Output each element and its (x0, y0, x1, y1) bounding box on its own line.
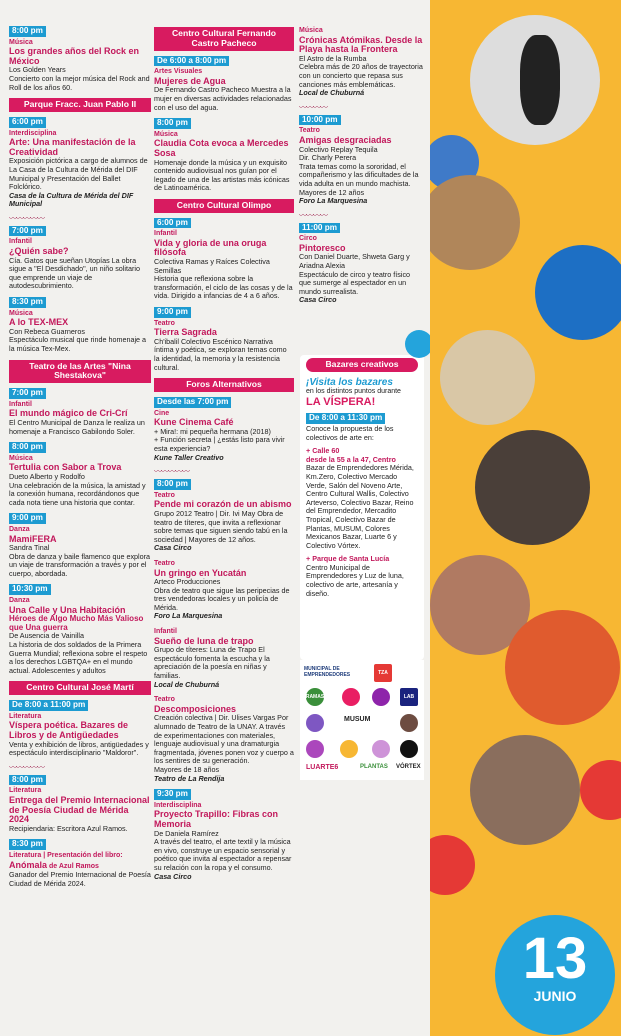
column-2 (154, 0, 294, 887)
event-title: Los grandes años del Rock en México (9, 46, 140, 66)
logo-lab: LAB (400, 688, 418, 706)
event-desc: Creación colectiva | Dir. Ulises Vargas Por alumnado de Teatro de la UNAY. A través de experimentaciones con materiales, lenguaje audiovisual y una dramaturgia fragmentada, jóvenes ponen voz y cuerpo a los sentires de su generación. Mayores de 18 años (154, 713, 294, 774)
wavy-divider: 〰〰〰〰〰 (154, 467, 189, 477)
event-time: 7:00 pm (9, 388, 46, 399)
date-badge (495, 915, 615, 1035)
event (9, 513, 151, 578)
event-title: Tierra Sagrada (154, 327, 217, 338)
event-category: Teatro (154, 559, 175, 567)
event-title: Pintoresco (299, 242, 346, 253)
photo-books (470, 735, 580, 845)
event (154, 56, 294, 113)
event-title: Entrega del Premio Internacional de Poesía Ciudad de Mérida 2024 (9, 794, 150, 825)
logo-colectivo (306, 714, 324, 732)
section-header: Teatro de las Artes "Nina Shestakova" (9, 360, 151, 384)
event-desc: El Astro de la Rumba Celebra más de 20 años de trayectoria con un concierto que repasa sus canciones más emblemáticas. (299, 53, 423, 89)
event-title-suffix: de Azul Ramos (49, 862, 99, 870)
event-title: Tertulia con Sabor a Trova (9, 462, 122, 473)
event (9, 775, 151, 834)
event-category: Cine (154, 409, 170, 417)
date-month: JUNIO (533, 988, 577, 1004)
event-category: Circo (299, 235, 317, 243)
event-title: Arte: Una manifestación de la Creatividad (9, 137, 136, 157)
event-venue: Kune Taller Creativo (154, 452, 224, 462)
event-time: 8:00 pm (9, 442, 46, 453)
event-category: Teatro (154, 696, 175, 704)
event-category: Danza (9, 525, 30, 533)
event-category: Literatura | Presentación del libro: (9, 851, 123, 859)
event-desc: Recipiendaria: Escritora Azul Ramos. (9, 823, 128, 833)
event (9, 226, 151, 291)
date-day: 13 (522, 926, 588, 991)
logo-purple (372, 688, 390, 706)
event-venue: Local de Chuburná (154, 679, 220, 689)
logo-tza: TZA (374, 664, 392, 682)
event-category: Teatro (299, 127, 320, 135)
bazar-place2: + Parque de Santa Lucía (306, 554, 390, 564)
photo-theatre (430, 175, 520, 270)
column-3 (299, 0, 423, 311)
event-time: 9:00 pm (154, 307, 191, 318)
event-title: Descomposiciones (154, 703, 237, 714)
event-title: Kune Cinema Café (154, 417, 234, 428)
event-title: ¿Quién sabe? (9, 246, 69, 257)
event-desc: Grupo de títeres: Luna de Trapo El espectáculo fomenta la escucha y la apreciación de la poesía en niñas y familias. (154, 645, 270, 681)
deco-circle (535, 245, 621, 340)
event-time: 8:30 pm (9, 297, 46, 308)
event-title: Vida y gloria de una oruga filósofa (154, 237, 267, 258)
event-time: 10:00 pm (299, 115, 341, 126)
event-desc: De Ausencia de Vainilla La historia de dos soldados de la Primera Guerra Mundial; reflexiona sobre el respeto a los derechos LGBTQA+ en el mundo actual. Adolescentes y adultos (9, 631, 148, 675)
event (154, 479, 294, 553)
event-time: 8:00 pm (9, 26, 46, 37)
logo-spiral (400, 740, 418, 758)
event-desc: Ganador del Premio Internacional de Poesía Ciudad de Mérida 2024. (9, 870, 151, 888)
bazar-sub: en los distintos puntos durante (306, 387, 401, 395)
event-title: El mundo mágico de Cri-Crí (9, 408, 128, 419)
wavy-divider: 〰〰〰〰〰 (9, 762, 44, 772)
photo-dancer (470, 15, 600, 145)
event-venue: Casa Circo (154, 871, 192, 881)
event-time: Desde las 7:00 pm (154, 397, 231, 408)
event-desc: El Centro Municipal de Danza le realiza un homenaje a Francisco Gabilondo Soler. (9, 417, 145, 436)
event-venue: Casa de la Cultura de Mérida del DIF Municipal (9, 190, 134, 209)
event-desc: Con Rebeca Guarneros Espectáculo musical que rinde homenaje a la música Tex-Mex. (9, 326, 147, 354)
event-category: Literatura (9, 712, 42, 720)
flower-logo (342, 688, 360, 706)
event-desc: Grupo 2012 Teatro | Dir. Ivi May Obra de teatro de títeres, que invita a reflexionar sobre temas que siguen siendo tabú en la sociedad | Mayores de 12 años. (154, 508, 288, 544)
event-desc: Ch'ibalil Colectivo Escénico Narrativa íntima y poética, se exploran temas como la identidad, la memoria y la resistencia cultural. (154, 336, 287, 372)
bazar-place1: + Calle 60 desde la 55 a la 47, Centro (306, 446, 396, 464)
event-category: Infantil (9, 400, 32, 408)
event-desc: De Fernando Castro Pacheco Muestra a la mujer en diversas actividades relacionadas con el uso del agua. (154, 85, 292, 112)
logo-luarte6: LUARTE6 (306, 764, 339, 771)
column-1 (9, 0, 151, 894)
event-desc: Homenaje donde la música y un exquisito contenido audiovisual nos guían por el legado de una de las artistas más icónicas de Latinoamérica. (154, 157, 290, 193)
photo-sidebar (430, 0, 621, 1036)
event-desc: De Daniela Ramírez A través del teatro, el arte textil y la música en vivo, construye un espacio sensorial y poético que invita al espectador a repensar su relación con la ropa y el consumo. (154, 828, 292, 872)
event-desc: Dueto Alberto y Rodolfo Una celebración de la música, la amistad y la conexión humana, recordándonos que cada nota tiene una historia que contar. (9, 471, 146, 507)
logo-pink (306, 740, 324, 758)
deco-circle (430, 835, 475, 895)
event-desc: Colectivo Replay Tequila Dir. Charly Perera Trata temas como la sororidad, el compañerismo y las dificultades de la vida adulta en un mundo machista. Mayores de 12 años (299, 144, 419, 197)
event-time: 8:00 pm (154, 118, 191, 129)
logo-plantas: PLANTAS (360, 764, 388, 770)
event-title: Una Calle y Una Habitación (9, 604, 126, 615)
event-desc: Arteco Producciones Obra de teatro que sigue las peripecias de tres vendedoras locales y un policía de Mérida. (154, 577, 290, 612)
event-desc: Los Golden Years Concierto con la mejor música del Rock and Roll de los años 60. (9, 65, 150, 92)
bazar-place1-desc: Bazar de Emprendedores Mérida, Km.Zero, Colectivo Mercado Verde, Salón del Noveno Arte, Centro Cultural Wallis, Colectivo Arteverso, Colectivo Bazar, Reino del Emprendedor, Mercadito Tropical, Colectivo Bazar de Plantas, MUSUM, Colores Mexicanos Bazar, Luarte 6 y Colectivo Vórtex. (306, 463, 414, 550)
logo-ramas: RAMAS (306, 688, 324, 706)
event (154, 695, 294, 783)
event-title: Un gringo en Yucatán (154, 567, 247, 578)
event-category: Teatro (154, 319, 175, 327)
event-venue: Teatro de La Rendija (154, 773, 225, 783)
event-venue: Casa Circo (299, 295, 337, 305)
logo-vortex: VÓRTEX (396, 764, 421, 770)
event-category: Danza (9, 597, 30, 605)
event-venue: Local de Chuburná (299, 88, 365, 98)
event (9, 839, 151, 888)
event (154, 307, 294, 372)
event-category: Interdisciplina (154, 801, 202, 809)
event (9, 700, 151, 758)
event-category: Interdisciplina (9, 129, 57, 137)
event (154, 789, 294, 881)
sponsor-logos (300, 660, 424, 780)
event-time: De 6:00 a 8:00 pm (154, 56, 229, 67)
event (9, 117, 151, 209)
event (9, 26, 151, 92)
section-header: Centro Cultural Fernando Castro Pacheco (154, 27, 294, 51)
wavy-divider: 〰〰〰〰 (299, 210, 327, 220)
event-category: Infantil (154, 628, 177, 636)
event-venue: Foro La Marquesina (299, 196, 368, 206)
event-title: Sueño de luna de trapo (154, 635, 254, 646)
photo-guitar (475, 430, 590, 545)
event-time: 6:00 pm (154, 218, 191, 229)
event-venue: Casa Circo (154, 543, 192, 553)
event-desc: Exposición pictórica a cargo de alumnos de La Casa de la Cultura de Mérida del DIF Municipal y Presentación del Ballet Folclórico. (9, 156, 148, 192)
wavy-divider: 〰〰〰〰 (299, 102, 327, 112)
event-desc: Con Daniel Duarte, Shweta Garg y Ariadna Alexia Espectáculo de circo y teatro físico que sumerge al espectador en un mundo surrealista. (299, 252, 411, 296)
event-time: 8:30 pm (9, 839, 46, 850)
event-category: Música (299, 27, 323, 34)
logo-brown (400, 714, 418, 732)
event-time: 9:30 pm (154, 789, 191, 800)
event-desc: + Mira!: mi pequeña hermana (2018) + Función secreta | ¿estás listo para vivir esta experiencia? (154, 426, 285, 453)
event (154, 627, 294, 689)
event-category: Infantil (9, 238, 32, 246)
event-desc: Sandra Tinal Obra de danza y baile flamenco que explora un viaje de transformación a través y por el cuerpo, abordada. (9, 543, 151, 578)
bazar-place2-desc: Centro Municipal de Emprendedores y Luz de luna, colectivo de arte, artesanía y diseño. (306, 562, 404, 598)
section-header: Centro Cultural José Martí (9, 681, 151, 695)
deco-circle (580, 760, 621, 820)
section-header: Parque Fracc. Juan Pablo II (9, 98, 151, 112)
event-title: Amigas desgraciadas (299, 134, 392, 145)
event-time: 8:00 pm (154, 479, 191, 490)
event-category: Música (9, 38, 33, 46)
event (154, 218, 294, 301)
event-category: Música (9, 309, 33, 317)
event-title: Pende mi corazón de un abismo (154, 499, 292, 510)
event-time: 9:00 pm (9, 513, 46, 524)
event-desc: Cía. Gatos que sueñan Utopías La obra sigue a "El Desdichado", un niño solitario que emprende un viaje de autodescubrimiento. (9, 255, 140, 291)
event-time: De 8:00 a 11:00 pm (9, 700, 88, 711)
event-category: Infantil (154, 230, 177, 238)
bazar-lead: ¡Visita los bazares (306, 376, 393, 388)
event-title: Proyecto Trapillo: Fibras con Memoria (154, 809, 279, 829)
event-title: Mujeres de Agua (154, 75, 226, 86)
bazar-time: De 8:00 a 11:30 pm (306, 413, 385, 424)
event-desc: Venta y exhibición de libros, antigüedades y espectáculo interdisciplinario "Maldoror". (9, 739, 149, 758)
event-venue: Foro La Marquesina (154, 611, 223, 621)
event-title: Crónicas Atómikas. Desde la Playa hasta la Frontera (299, 34, 423, 55)
event-category: Música (154, 130, 178, 138)
event (9, 297, 151, 354)
event-title: Anómala (9, 859, 48, 870)
event (154, 118, 294, 193)
logo-emprendedores: MUNICIPAL DE EMPRENDEDORES (304, 666, 351, 678)
event (9, 584, 151, 675)
bazar-box (300, 355, 424, 660)
event-time: 10:30 pm (9, 584, 51, 595)
logo-bazar (372, 740, 390, 758)
event-subtitle: Héroes de Algo Mucho Más Valioso que Una guerra (9, 614, 144, 632)
event-time: 8:00 pm (9, 775, 46, 786)
event-title: Claudia Cota evoca a Mercedes Sosa (154, 138, 289, 158)
photo-musician (440, 330, 535, 425)
event-title: MamiFERA (9, 533, 57, 544)
photo-performer (505, 610, 620, 725)
logo-musum: MUSUM (344, 716, 371, 723)
event-category: Música (9, 454, 33, 462)
wavy-divider: 〰〰〰〰〰 (9, 213, 44, 223)
event-title: Víspera poética. Bazares de Libros y de Antigüedades (9, 720, 129, 740)
bazar-header: Bazares creativos (306, 358, 418, 372)
logo-11 (340, 740, 358, 758)
event-title: A lo TEX-MEX (9, 317, 69, 328)
section-header: Foros Alternativos (154, 378, 294, 392)
event-time: 11:00 pm (299, 223, 340, 234)
event-time: 6:00 pm (9, 117, 46, 128)
event (299, 223, 423, 305)
event (9, 388, 151, 436)
event-desc: Colectiva Ramas y Raíces Colectiva Semillas Historia que reflexiona sobre la transformación, el ciclo de las cosas y de la vida. Dirigido a infancias de 4 a 6 años. (154, 257, 293, 301)
event (9, 442, 151, 507)
event (299, 26, 423, 98)
event (154, 397, 294, 462)
event (154, 559, 294, 621)
event-category: Literatura (9, 787, 42, 795)
section-header: Centro Cultural Olimpo (154, 199, 294, 213)
event-category: Teatro (154, 491, 175, 499)
event (299, 115, 423, 206)
bazar-intro: Conoce la propuesta de los colectivos de arte en: (306, 423, 394, 442)
deco-circle (405, 330, 433, 358)
bazar-vispera: LA VÍSPERA! (306, 396, 376, 409)
event-category: Artes Visuales (154, 68, 203, 76)
event-time: 7:00 pm (9, 226, 46, 237)
